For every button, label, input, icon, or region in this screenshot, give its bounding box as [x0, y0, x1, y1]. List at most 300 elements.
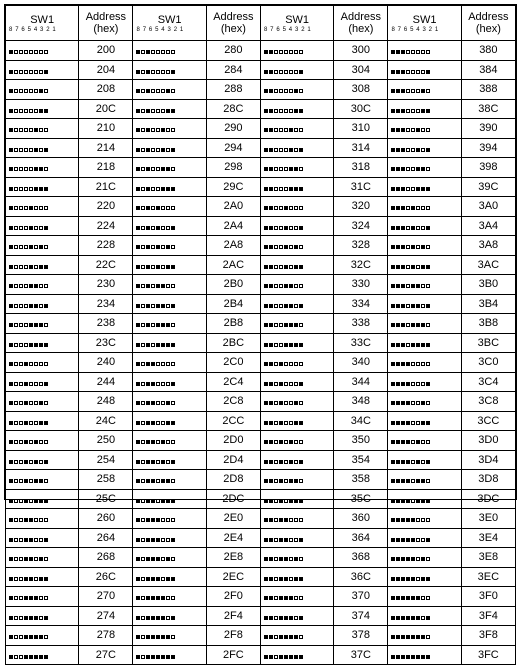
dip-switch-bank	[9, 571, 49, 586]
hex-address-cell: 258	[79, 470, 133, 490]
dip-switch-setting	[260, 80, 333, 100]
dip-on-square-icon	[411, 616, 415, 620]
dip-off-square-icon	[34, 538, 38, 542]
hex-address-cell: 238	[79, 314, 133, 334]
dip-off-square-icon	[406, 226, 410, 230]
dip-on-square-icon	[161, 304, 165, 308]
hex-address-cell: 310	[334, 119, 388, 139]
dip-off-square-icon	[284, 187, 288, 191]
dip-off-square-icon	[166, 440, 170, 444]
hex-address-cell: 32C	[334, 255, 388, 275]
dip-switch-setting	[6, 431, 79, 451]
dip-off-square-icon	[151, 245, 155, 249]
dip-switch-bank	[9, 454, 49, 469]
hex-address-cell: 3AC	[461, 255, 515, 275]
dip-switch-setting	[6, 216, 79, 236]
dip-off-square-icon	[166, 148, 170, 152]
dip-off-square-icon	[156, 382, 160, 386]
dip-on-square-icon	[24, 577, 28, 581]
dip-on-square-icon	[136, 89, 140, 93]
dip-off-square-icon	[14, 245, 18, 249]
dip-switch-setting	[6, 294, 79, 314]
dip-off-square-icon	[151, 265, 155, 269]
dip-off-square-icon	[406, 89, 410, 93]
dip-off-square-icon	[274, 50, 278, 54]
dip-on-square-icon	[299, 421, 303, 425]
dip-switch-bank	[136, 220, 176, 235]
dip-switch-bank	[9, 630, 49, 645]
hex-address-cell: 350	[334, 431, 388, 451]
dip-off-square-icon	[274, 538, 278, 542]
dip-on-square-icon	[146, 401, 150, 405]
dip-off-square-icon	[44, 89, 48, 93]
dip-off-square-icon	[14, 460, 18, 464]
dip-off-square-icon	[171, 128, 175, 132]
dip-on-square-icon	[396, 635, 400, 639]
dip-switch-setting	[133, 333, 206, 353]
hex-address-cell: 260	[79, 509, 133, 529]
dip-on-square-icon	[401, 50, 405, 54]
dip-on-square-icon	[24, 499, 28, 503]
hex-address-cell: 220	[79, 197, 133, 217]
dip-on-square-icon	[264, 596, 268, 600]
dip-on-square-icon	[401, 440, 405, 444]
dip-off-square-icon	[19, 245, 23, 249]
dip-on-square-icon	[151, 655, 155, 659]
dip-on-square-icon	[9, 557, 13, 561]
dip-on-square-icon	[39, 635, 43, 639]
dip-on-square-icon	[264, 265, 268, 269]
dip-on-square-icon	[39, 401, 43, 405]
dip-off-square-icon	[299, 635, 303, 639]
dip-on-square-icon	[24, 538, 28, 542]
dip-on-square-icon	[269, 265, 273, 269]
dip-on-square-icon	[416, 460, 420, 464]
dip-off-square-icon	[151, 70, 155, 74]
dip-switch-setting	[388, 60, 461, 80]
dip-switch-bank	[264, 454, 304, 469]
hex-address-cell: 2DC	[206, 489, 260, 509]
dip-on-square-icon	[171, 538, 175, 542]
dip-off-square-icon	[29, 187, 33, 191]
dip-switch-bank	[391, 123, 431, 138]
dip-off-square-icon	[156, 50, 160, 54]
dip-on-square-icon	[29, 323, 33, 327]
dip-on-square-icon	[136, 577, 140, 581]
dip-off-square-icon	[166, 518, 170, 522]
dip-on-square-icon	[406, 577, 410, 581]
dip-off-square-icon	[141, 304, 145, 308]
dip-off-square-icon	[156, 70, 160, 74]
hex-address-cell: 2E4	[206, 528, 260, 548]
address-column-header	[79, 6, 133, 41]
dip-off-square-icon	[161, 382, 165, 386]
hex-address-cell: 208	[79, 80, 133, 100]
dip-on-square-icon	[136, 596, 140, 600]
address-label: Address	[213, 11, 254, 23]
dip-on-square-icon	[289, 596, 293, 600]
dip-on-square-icon	[391, 265, 395, 269]
dip-off-square-icon	[274, 226, 278, 230]
dip-on-square-icon	[289, 616, 293, 620]
dip-on-square-icon	[401, 616, 405, 620]
dip-on-square-icon	[151, 382, 155, 386]
dip-on-square-icon	[416, 343, 420, 347]
dip-on-square-icon	[136, 284, 140, 288]
dip-on-square-icon	[411, 538, 415, 542]
dip-on-square-icon	[44, 616, 48, 620]
dip-on-square-icon	[391, 148, 395, 152]
hex-address-cell: 29C	[206, 177, 260, 197]
dip-off-square-icon	[294, 382, 298, 386]
dip-on-square-icon	[151, 616, 155, 620]
dip-on-square-icon	[9, 284, 13, 288]
dip-off-square-icon	[274, 343, 278, 347]
dip-on-square-icon	[401, 557, 405, 561]
dip-on-square-icon	[156, 206, 160, 210]
dip-on-square-icon	[34, 655, 38, 659]
dip-off-square-icon	[426, 401, 430, 405]
dip-on-square-icon	[406, 401, 410, 405]
dip-on-square-icon	[269, 616, 273, 620]
dip-switch-setting	[388, 177, 461, 197]
dip-switch-bank	[264, 571, 304, 586]
dip-switch-bank	[9, 259, 49, 274]
dip-on-square-icon	[269, 128, 273, 132]
dip-off-square-icon	[14, 265, 18, 269]
dip-on-square-icon	[24, 635, 28, 639]
dip-switch-bank	[136, 513, 176, 528]
dip-on-square-icon	[29, 284, 33, 288]
dip-on-square-icon	[411, 518, 415, 522]
dip-off-square-icon	[411, 440, 415, 444]
hex-address-cell: 340	[334, 353, 388, 373]
hex-address-cell: 3FC	[461, 645, 515, 665]
dip-off-square-icon	[19, 421, 23, 425]
dip-on-square-icon	[39, 479, 43, 483]
hex-address-cell: 250	[79, 431, 133, 451]
dip-on-square-icon	[401, 167, 405, 171]
dip-off-square-icon	[19, 401, 23, 405]
dip-off-square-icon	[421, 362, 425, 366]
dip-on-square-icon	[156, 577, 160, 581]
hex-address-cell: 300	[334, 41, 388, 61]
dip-on-square-icon	[416, 187, 420, 191]
dip-switch-setting	[388, 489, 461, 509]
dip-off-square-icon	[294, 518, 298, 522]
dip-on-square-icon	[294, 89, 298, 93]
dip-on-square-icon	[299, 577, 303, 581]
dip-on-square-icon	[29, 226, 33, 230]
dip-on-square-icon	[406, 557, 410, 561]
dip-off-square-icon	[421, 226, 425, 230]
dip-on-square-icon	[156, 518, 160, 522]
dip-off-square-icon	[34, 382, 38, 386]
dip-off-square-icon	[34, 226, 38, 230]
dip-switch-setting	[388, 606, 461, 626]
dip-on-square-icon	[391, 343, 395, 347]
dip-on-square-icon	[264, 401, 268, 405]
dip-off-square-icon	[416, 382, 420, 386]
dip-on-square-icon	[9, 89, 13, 93]
dip-off-square-icon	[171, 323, 175, 327]
dip-off-square-icon	[161, 518, 165, 522]
dip-off-square-icon	[161, 557, 165, 561]
dip-off-square-icon	[141, 50, 145, 54]
dip-on-square-icon	[166, 245, 170, 249]
dip-off-square-icon	[406, 245, 410, 249]
dip-on-square-icon	[396, 109, 400, 113]
dip-switch-setting	[388, 119, 461, 139]
dip-on-square-icon	[391, 401, 395, 405]
dip-off-square-icon	[416, 89, 420, 93]
hex-address-cell: 288	[206, 80, 260, 100]
address-label: Address	[468, 11, 509, 23]
dip-off-square-icon	[19, 226, 23, 230]
dip-on-square-icon	[24, 421, 28, 425]
dip-on-square-icon	[9, 616, 13, 620]
hex-address-cell: 224	[79, 216, 133, 236]
dip-on-square-icon	[299, 187, 303, 191]
address-label: Address	[85, 11, 127, 23]
dip-on-square-icon	[391, 50, 395, 54]
dip-on-square-icon	[411, 304, 415, 308]
dip-switch-setting	[260, 333, 333, 353]
dip-on-square-icon	[264, 635, 268, 639]
header-row	[6, 6, 516, 41]
dip-off-square-icon	[156, 421, 160, 425]
dip-off-square-icon	[421, 440, 425, 444]
dip-off-square-icon	[421, 206, 425, 210]
hex-address-cell: 2C0	[206, 353, 260, 373]
dip-on-square-icon	[171, 577, 175, 581]
dip-on-square-icon	[406, 596, 410, 600]
dip-off-square-icon	[289, 89, 293, 93]
dip-on-square-icon	[264, 187, 268, 191]
hex-address-cell: 3E8	[461, 548, 515, 568]
dip-on-square-icon	[411, 206, 415, 210]
dip-off-square-icon	[406, 323, 410, 327]
dip-on-square-icon	[406, 616, 410, 620]
dip-on-square-icon	[426, 460, 430, 464]
dip-on-square-icon	[146, 596, 150, 600]
dip-on-square-icon	[396, 245, 400, 249]
dip-off-square-icon	[19, 343, 23, 347]
dip-off-square-icon	[284, 89, 288, 93]
dip-off-square-icon	[426, 50, 430, 54]
dip-on-square-icon	[396, 421, 400, 425]
dip-on-square-icon	[401, 323, 405, 327]
dip-off-square-icon	[279, 265, 283, 269]
dip-off-square-icon	[299, 323, 303, 327]
dip-on-square-icon	[391, 440, 395, 444]
dip-on-square-icon	[426, 538, 430, 542]
dip-on-square-icon	[151, 460, 155, 464]
dip-on-square-icon	[9, 343, 13, 347]
dip-on-square-icon	[269, 655, 273, 659]
dip-on-square-icon	[426, 343, 430, 347]
dip-on-square-icon	[44, 460, 48, 464]
dip-on-square-icon	[269, 226, 273, 230]
dip-off-square-icon	[29, 499, 33, 503]
dip-off-square-icon	[29, 50, 33, 54]
dip-on-square-icon	[411, 245, 415, 249]
dip-off-square-icon	[151, 226, 155, 230]
dip-switch-setting	[133, 567, 206, 587]
dip-off-square-icon	[416, 577, 420, 581]
dip-switch-bank	[9, 279, 49, 294]
dip-off-square-icon	[294, 616, 298, 620]
hex-address-cell: 210	[79, 119, 133, 139]
dip-off-square-icon	[411, 148, 415, 152]
dip-switch-bank	[391, 298, 431, 313]
dip-on-square-icon	[421, 245, 425, 249]
dip-on-square-icon	[24, 479, 28, 483]
dip-switch-setting	[6, 333, 79, 353]
dip-switch-setting	[260, 353, 333, 373]
dip-off-square-icon	[161, 538, 165, 542]
hex-address-cell: 270	[79, 587, 133, 607]
dip-switch-setting	[260, 255, 333, 275]
dip-on-square-icon	[161, 167, 165, 171]
dip-on-square-icon	[299, 265, 303, 269]
dip-off-square-icon	[274, 499, 278, 503]
dip-switch-setting	[388, 197, 461, 217]
dip-off-square-icon	[34, 109, 38, 113]
dip-off-square-icon	[14, 440, 18, 444]
dip-on-square-icon	[391, 167, 395, 171]
dip-on-square-icon	[44, 577, 48, 581]
dip-off-square-icon	[421, 616, 425, 620]
hex-address-cell: 2B0	[206, 275, 260, 295]
address-column-header	[334, 6, 388, 41]
dip-off-square-icon	[166, 362, 170, 366]
dip-on-square-icon	[264, 655, 268, 659]
dip-on-square-icon	[39, 109, 43, 113]
dip-on-square-icon	[401, 226, 405, 230]
dip-off-square-icon	[24, 167, 28, 171]
dip-on-square-icon	[269, 304, 273, 308]
dip-off-square-icon	[29, 382, 33, 386]
dip-switch-setting	[133, 138, 206, 158]
hex-address-cell: 36C	[334, 567, 388, 587]
dip-switch-bank	[9, 220, 49, 235]
dip-on-square-icon	[146, 577, 150, 581]
dip-off-square-icon	[406, 128, 410, 132]
dip-off-square-icon	[294, 460, 298, 464]
dip-switch-setting	[388, 548, 461, 568]
dip-switch-bank	[9, 123, 49, 138]
hex-address-cell: 304	[334, 60, 388, 80]
dip-on-square-icon	[269, 596, 273, 600]
dip-on-square-icon	[264, 284, 268, 288]
dip-off-square-icon	[416, 109, 420, 113]
dip-off-square-icon	[14, 499, 18, 503]
dip-off-square-icon	[421, 284, 425, 288]
hex-address-cell: 344	[334, 372, 388, 392]
switch-position-numbers: 8 7 6 5 4 3 2 1	[263, 26, 312, 33]
dip-off-square-icon	[274, 557, 278, 561]
hex-address-cell: 290	[206, 119, 260, 139]
hex-address-cell: 384	[461, 60, 515, 80]
dip-off-square-icon	[274, 89, 278, 93]
dip-switch-bank	[136, 571, 176, 586]
dip-switch-bank	[264, 357, 304, 372]
sw1-title: SW1	[30, 13, 55, 26]
dip-off-square-icon	[406, 343, 410, 347]
dip-off-square-icon	[141, 284, 145, 288]
dip-on-square-icon	[401, 70, 405, 74]
dip-on-square-icon	[401, 148, 405, 152]
dip-off-square-icon	[416, 362, 420, 366]
dip-off-square-icon	[14, 206, 18, 210]
dip-off-square-icon	[279, 304, 283, 308]
dip-on-square-icon	[421, 401, 425, 405]
dip-switch-setting	[6, 158, 79, 178]
hex-address-cell: 2C4	[206, 372, 260, 392]
dip-on-square-icon	[289, 167, 293, 171]
dip-off-square-icon	[171, 167, 175, 171]
dip-off-square-icon	[156, 401, 160, 405]
dip-off-square-icon	[299, 89, 303, 93]
dip-off-square-icon	[421, 382, 425, 386]
dip-on-square-icon	[279, 616, 283, 620]
dip-on-square-icon	[421, 187, 425, 191]
dip-switch-setting	[6, 548, 79, 568]
dip-switch-setting	[6, 645, 79, 665]
dip-switch-setting	[260, 138, 333, 158]
dip-on-square-icon	[146, 499, 150, 503]
dip-on-square-icon	[161, 187, 165, 191]
dip-off-square-icon	[39, 538, 43, 542]
dip-off-square-icon	[284, 401, 288, 405]
dip-on-square-icon	[136, 440, 140, 444]
hex-address-cell: 2CC	[206, 411, 260, 431]
dip-off-square-icon	[141, 89, 145, 93]
dip-switch-setting	[133, 450, 206, 470]
dip-off-square-icon	[141, 635, 145, 639]
dip-on-square-icon	[146, 440, 150, 444]
dip-switch-bank	[136, 396, 176, 411]
dip-off-square-icon	[44, 245, 48, 249]
hex-address-cell: 244	[79, 372, 133, 392]
dip-switch-setting	[388, 450, 461, 470]
hex-address-cell: 25C	[79, 489, 133, 509]
dip-on-square-icon	[9, 421, 13, 425]
dip-on-square-icon	[39, 167, 43, 171]
dip-off-square-icon	[24, 284, 28, 288]
dip-off-square-icon	[151, 50, 155, 54]
dip-on-square-icon	[151, 499, 155, 503]
dip-on-square-icon	[396, 499, 400, 503]
dip-on-square-icon	[146, 284, 150, 288]
dip-on-square-icon	[289, 635, 293, 639]
dip-switch-bank	[136, 415, 176, 430]
hex-address-cell: 294	[206, 138, 260, 158]
dip-off-square-icon	[406, 187, 410, 191]
table-row	[6, 392, 516, 412]
dip-on-square-icon	[34, 460, 38, 464]
dip-off-square-icon	[29, 89, 33, 93]
dip-on-square-icon	[279, 557, 283, 561]
dip-on-square-icon	[411, 655, 415, 659]
dip-on-square-icon	[284, 245, 288, 249]
dip-off-square-icon	[29, 148, 33, 152]
hex-label: (hex)	[348, 23, 374, 35]
dip-on-square-icon	[24, 401, 28, 405]
dip-on-square-icon	[426, 109, 430, 113]
dip-on-square-icon	[269, 343, 273, 347]
